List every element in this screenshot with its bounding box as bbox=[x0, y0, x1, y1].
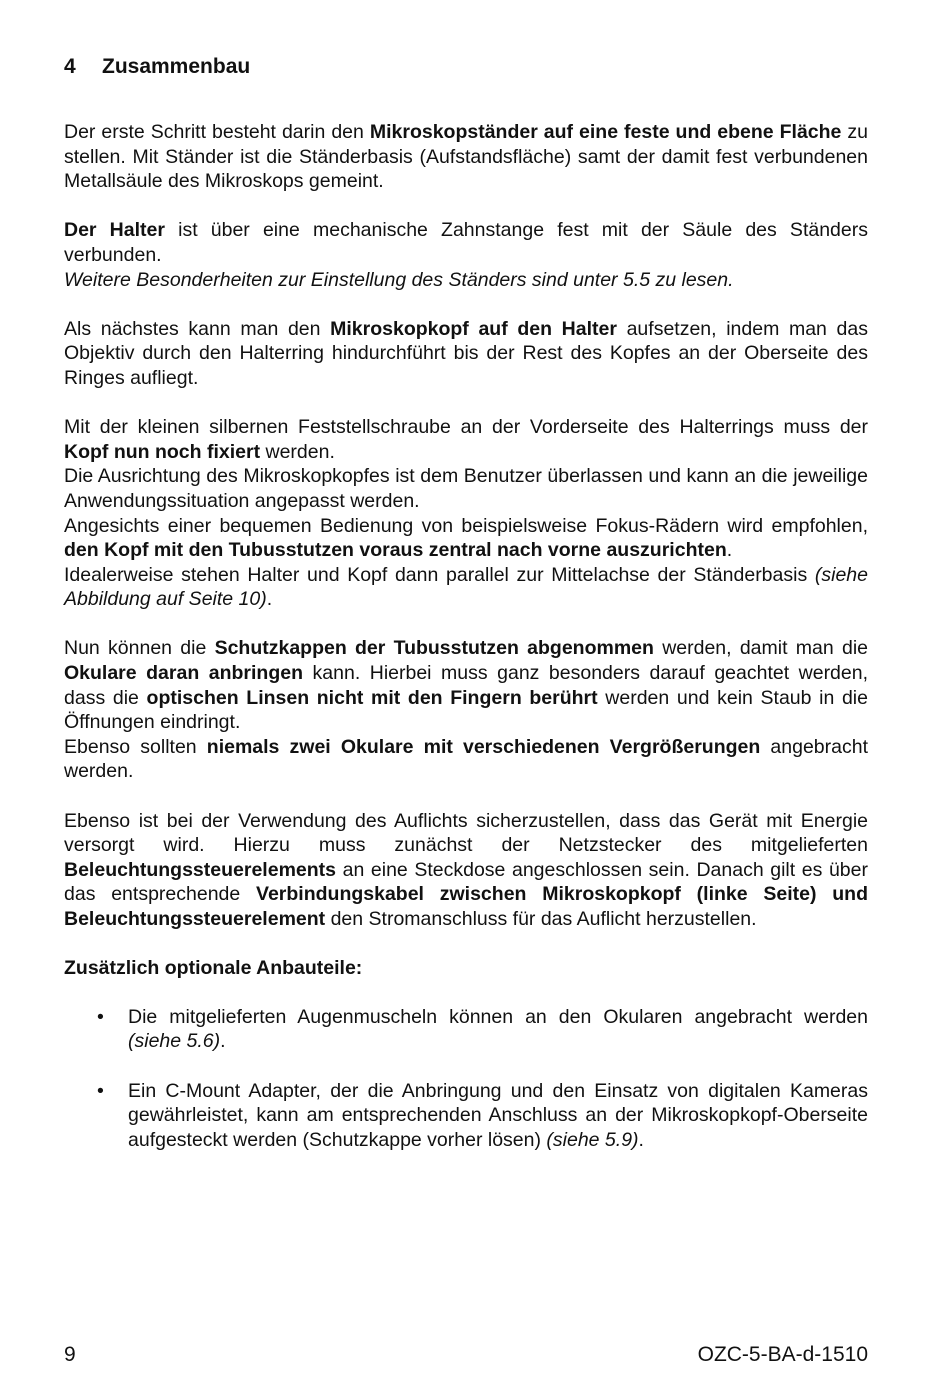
text-run: Der erste Schritt besteht darin den bbox=[64, 121, 370, 143]
text-run: Mit der kleinen silbernen Feststellschraube an der Vorderseite des Halterrings muss der bbox=[64, 416, 868, 439]
text-run: werden, damit man die bbox=[653, 637, 868, 660]
list-item bbox=[64, 1005, 868, 1054]
text-run: kann. Hierbei muss ganz besonders darauf geachtet werden, dass die bbox=[64, 662, 869, 709]
bold-run: Verbindungskabel zwischen Mikroskopkopf (linke Seite) und Beleuchtungssteuerelement bbox=[64, 883, 868, 930]
paragraph-fixing bbox=[64, 415, 868, 612]
bold-run: Okulare daran anbringen bbox=[64, 662, 304, 685]
text-run: . bbox=[220, 1030, 226, 1053]
text-run: . bbox=[266, 588, 273, 611]
bold-run: optischen Linsen nicht mit den Fingern berührt bbox=[146, 686, 598, 709]
text-run: Angesichts einer bequemen Bedienung von beispielsweise Fokus-Rädern wird empfohlen, bbox=[64, 514, 868, 537]
section-heading bbox=[64, 52, 868, 82]
bold-run: Beleuchtungssteuerelements bbox=[64, 858, 337, 881]
paragraph-stand bbox=[64, 120, 868, 194]
text-run: werden. bbox=[260, 440, 335, 463]
paragraph-eyepieces bbox=[64, 636, 868, 784]
bold-run: Der Halter bbox=[64, 219, 165, 242]
text-run: Ebenso ist bei der Verwendung des Auflichts sicherzustellen, dass das Gerät mit Energie versorgt wird. Hierzu muss zunächst der Netzstecker des mitgelieferten bbox=[64, 809, 868, 857]
text-run: Die Ausrichtung des Mikroskopkopfes ist dem Benutzer überlassen und kann an die jeweilige Anwendungssituation angepasst werden. bbox=[64, 465, 868, 512]
text-run: Ein C-Mount Adapter, der die Anbringung und den Einsatz von digitalen Kameras gewährleistet, kann am entsprechenden Anschluss an der Mikroskopkopf-Oberseite aufgesteckt werden (Schutzkappe vorher lösen) bbox=[128, 1079, 868, 1151]
bullet-icon: • bbox=[97, 1079, 104, 1102]
text-run: Ebenso sollten bbox=[64, 735, 207, 758]
optional-parts-list bbox=[64, 1005, 868, 1153]
text-run: an eine Steckdose angeschlossen sein. Danach gilt es über das entsprechende bbox=[64, 858, 868, 906]
bold-run: Mikroskopständer auf eine feste und ebene Fläche bbox=[369, 121, 842, 143]
bold-run: den Kopf mit den Tubusstutzen voraus zentral nach vorne auszurichten bbox=[64, 539, 727, 562]
text-run: ist über eine mechanische Zahnstange fest mit der Säule des Ständers verbunden. bbox=[64, 219, 868, 266]
bold-run: Mikroskopkopf auf den Halter bbox=[330, 317, 617, 340]
text-run: Nun können die bbox=[64, 637, 215, 660]
bold-run: Schutzkappen der Tubusstutzen abgenommen bbox=[214, 637, 654, 660]
paragraph-head-mount bbox=[64, 317, 868, 391]
italic-reference: (siehe 5.6) bbox=[128, 1030, 221, 1053]
text-run: Die mitgelieferten Augenmuscheln können an den Okularen angebracht werden bbox=[128, 1005, 868, 1028]
text-run: Als nächstes kann man den bbox=[64, 317, 331, 340]
bold-run: Kopf nun noch fixiert bbox=[64, 440, 261, 463]
document-code: OZC-5-BA-d-1510 bbox=[697, 1343, 868, 1366]
text-run: den Stromanschluss für das Auflicht herzustellen. bbox=[325, 908, 757, 930]
subheading-optional-parts bbox=[64, 956, 868, 981]
bold-run: niemals zwei Okulare mit verschiedenen Vergrößerungen bbox=[206, 735, 761, 758]
text-run: Idealerweise stehen Halter und Kopf dann parallel zur Mittelachse der Ständerbasis bbox=[64, 563, 815, 586]
list-item bbox=[64, 1079, 868, 1153]
document-page bbox=[64, 52, 868, 1152]
text-run: angebracht werden. bbox=[64, 735, 869, 783]
bold-run: Zusätzlich optionale Anbauteile: bbox=[64, 957, 363, 980]
paragraph-holder bbox=[64, 218, 868, 292]
italic-reference: (siehe Abbildung auf Seite 10) bbox=[64, 563, 868, 611]
text-run: aufsetzen, indem man das Objektiv durch den Halterring hindurchführt bis der Rest des Kopfes an der Oberseite des Ringes aufliegt. bbox=[64, 317, 868, 389]
bullet-icon: • bbox=[97, 1005, 104, 1028]
section-number: 4 bbox=[64, 55, 76, 78]
text-run: . bbox=[726, 539, 733, 562]
paragraph-lighting bbox=[64, 809, 868, 932]
section-title: Zusammenbau bbox=[102, 55, 251, 78]
italic-note: Weitere Besonderheiten zur Einstellung des Ständers sind unter 5.5 zu lesen. bbox=[64, 268, 734, 291]
page-number: 9 bbox=[64, 1343, 76, 1366]
text-run: zu stellen. Mit Ständer ist die Ständerbasis (Aufstandsfläche) samt der damit fest verbundenen Metallsäule des Mikroskops gemeint. bbox=[64, 121, 869, 193]
text-run: . bbox=[638, 1128, 644, 1151]
text-run: werden und kein Staub in die Öffnungen eindringt. bbox=[64, 686, 868, 734]
italic-reference: (siehe 5.9) bbox=[546, 1128, 639, 1151]
